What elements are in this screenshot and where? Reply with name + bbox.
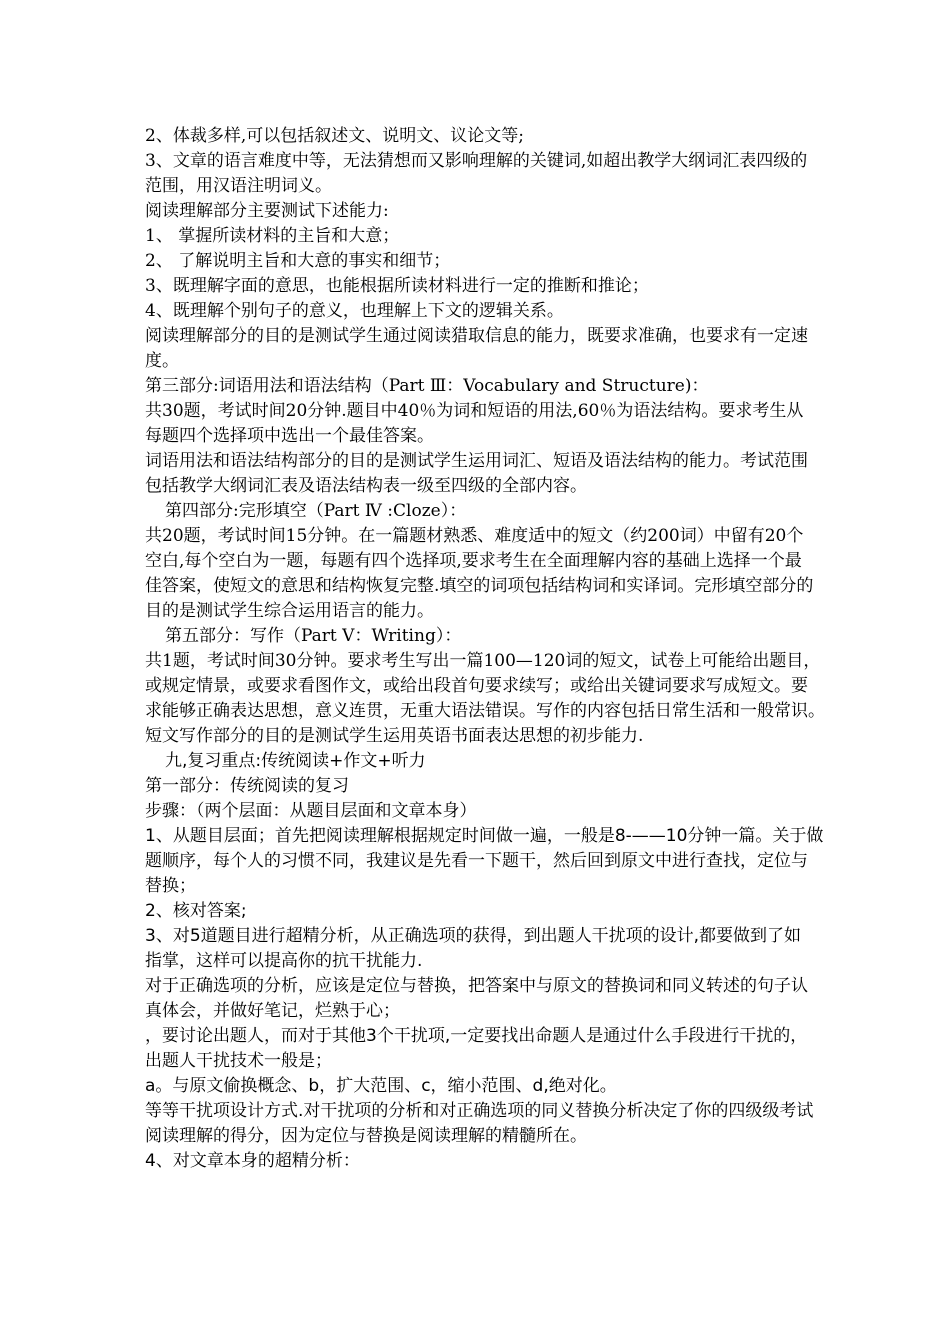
text-line: 目的是测试学生综合运用语言的能力。	[145, 601, 434, 621]
text-line: 九,复习重点:传统阅读+作文+听力	[165, 751, 426, 771]
text-line: 共1题，考试时间30分钟。要求考生写出一篇100—120词的短文，试卷上可能给出题目，	[145, 651, 821, 671]
text-line: 阅读理解部分的目的是测试学生通过阅读猎取信息的能力，既要求准确，也要求有一定速	[145, 326, 808, 346]
text-line: 2、核对答案;	[145, 901, 247, 921]
text-line: 佳答案，使短文的意思和结构恢复完整.填空的词项包括结构词和实译词。完形填空部分的	[145, 576, 814, 596]
text-line: 4、对文章本身的超精分析：	[145, 1151, 360, 1171]
text-line: 第三部分:词语用法和语法结构（Part Ⅲ：Vocabulary and Structure)：	[145, 376, 709, 396]
text-line: 替换；	[145, 876, 196, 896]
text-line: 出题人干扰技术一般是；	[145, 1051, 332, 1071]
text-line: 等等干扰项设计方式.对干扰项的分析和对正确选项的同义替换分析决定了你的四级级考试	[145, 1101, 814, 1121]
text-line: 每题四个选择项中选出一个最佳答案。	[145, 426, 434, 446]
text-line: 真体会，并做好笔记，烂熟于心；	[145, 1001, 400, 1021]
text-line: 2、 了解说明主旨和大意的事实和细节；	[145, 251, 451, 271]
text-line: 1、 掌握所读材料的主旨和大意；	[145, 226, 400, 246]
text-line: 度。	[145, 351, 179, 371]
text-line: 3、文章的语言难度中等，无法猜想而又影响理解的关键词,如超出教学大纲词汇表四级的	[145, 151, 808, 171]
text-line: 或规定情景，或要求看图作文，或给出段首句要求续写；或给出关键词要求写成短文。要	[145, 676, 808, 696]
text-line: 包括教学大纲词汇表及语法结构表一级至四级的全部内容。	[145, 476, 587, 496]
text-line: 3、既理解字面的意思，也能根据所读材料进行一定的推断和推论；	[145, 276, 649, 296]
text-line: 空白,每个空白为一题，每题有四个选择项,要求考生在全面理解内容的基础上选择一个最	[145, 551, 802, 571]
text-line: 词语用法和语法结构部分的目的是测试学生运用词汇、短语及语法结构的能力。考试范围	[145, 451, 808, 471]
document-body	[145, 124, 925, 1174]
text-line: 第一部分：传统阅读的复习	[145, 776, 349, 796]
text-line: 2、体裁多样,可以包括叙述文、说明文、议论文等;	[145, 126, 524, 146]
text-line: 第五部分：写作（Part Ⅴ：Writing）：	[165, 626, 462, 646]
text-line: 步骤：（两个层面：从题目层面和文章本身）	[145, 801, 477, 821]
text-line: 1、从题目层面；首先把阅读理解根据规定时间做一遍，一般是8-——10分钟一篇。关于做	[145, 826, 824, 846]
text-line: 指掌，这样可以提高你的抗干扰能力.	[145, 951, 423, 971]
text-line: 阅读理解的得分，因为定位与替换是阅读理解的精髓所在。	[145, 1126, 587, 1146]
text-line: 题顺序，每个人的习惯不同，我建议是先看一下题干，然后回到原文中进行查找，定位与	[145, 851, 808, 871]
text-line: a。与原文偷换概念、b，扩大范围、c，缩小范围、d,绝对化。	[145, 1076, 617, 1096]
text-line: 短文写作部分的目的是测试学生运用英语书面表达思想的初步能力.	[145, 726, 644, 746]
text-line: 对于正确选项的分析，应该是定位与替换，把答案中与原文的替换词和同义转述的句子认	[145, 976, 808, 996]
text-line: 求能够正确表达思想，意义连贯，无重大语法错误。写作的内容包括日常生活和一般常识。	[145, 701, 825, 721]
text-line: 共30题，考试时间20分钟.题目中40％为词和短语的用法,60％为语法结构。要求考生从	[145, 401, 804, 421]
text-line: 4、既理解个别句子的意义，也理解上下文的逻辑关系。	[145, 301, 564, 321]
text-line: ，要讨论出题人，而对于其他3个干扰项,一定要找出命题人是通过什么手段进行干扰的，	[145, 1026, 808, 1046]
text-line: 3、对5道题目进行超精分析，从正确选项的获得，到出题人干扰项的设计,都要做到了如	[145, 926, 802, 946]
text-line: 共20题，考试时间15分钟。在一篇题材熟悉、难度适中的短文（约200词）中留有20个	[145, 526, 804, 546]
text-line: 阅读理解部分主要测试下述能力:	[145, 201, 389, 221]
text-line: 第四部分:完形填空（Part Ⅳ :Cloze）：	[165, 501, 467, 521]
text-line: 范围，用汉语注明词义。	[145, 176, 332, 196]
